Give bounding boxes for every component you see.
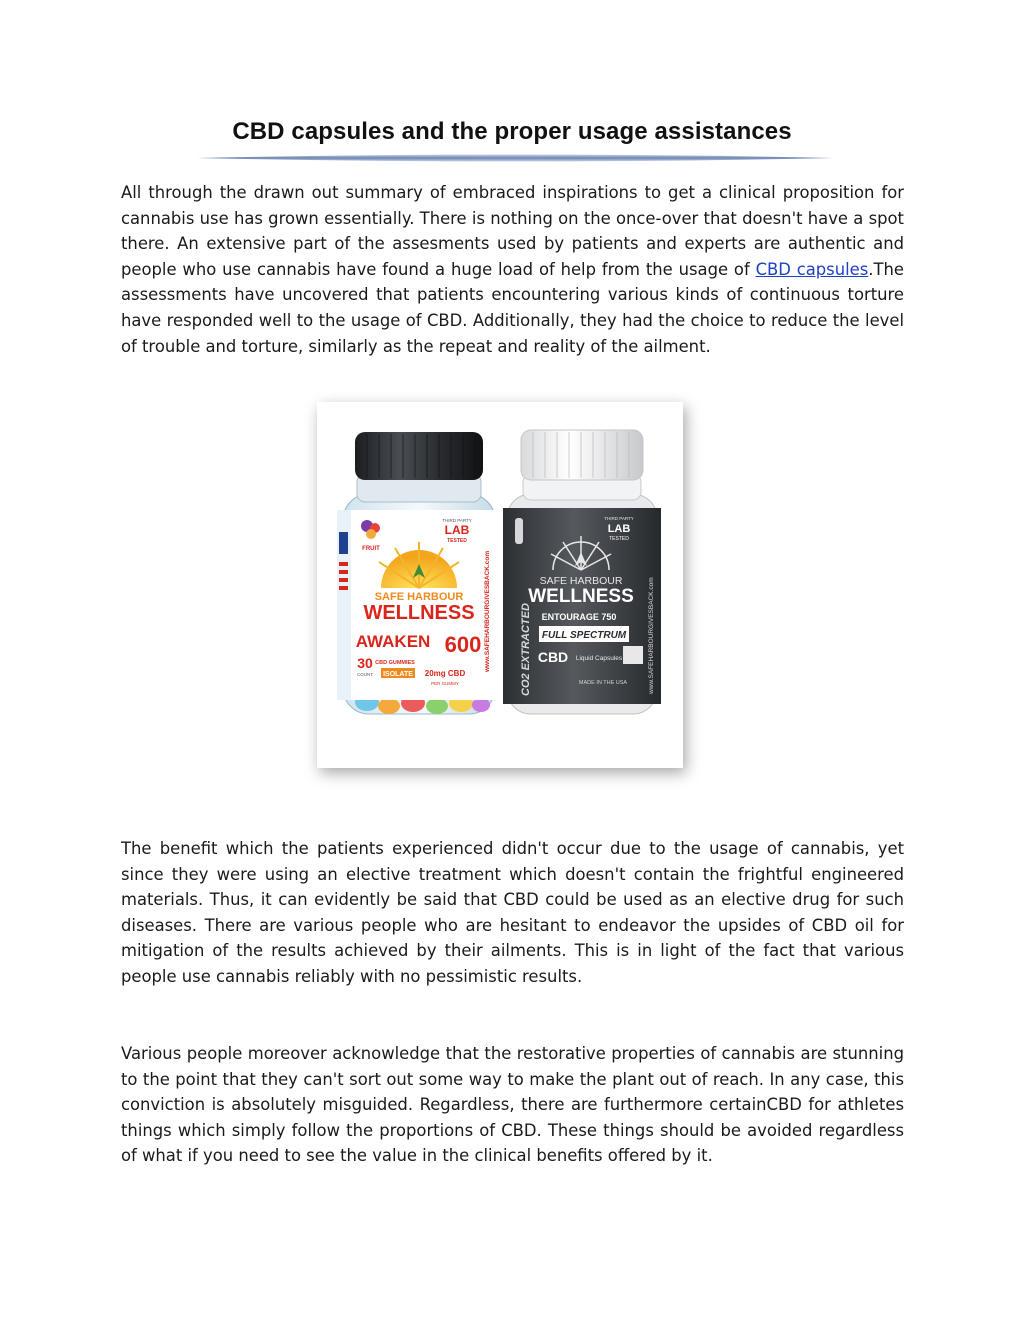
left-per-gummy-sub: PER GUMMY: [431, 681, 459, 686]
right-entourage: ENTOURAGE 750: [541, 612, 617, 622]
svg-text:LAB: LAB: [607, 523, 631, 535]
fruit-label: FRUIT: [362, 546, 380, 552]
left-count-label: CBD GUMMIES: [375, 660, 415, 666]
right-side-url: www.SAFEHARBOURGIVESBACK.com: [648, 577, 655, 694]
left-bottle: [337, 432, 501, 714]
right-brand-main: WELLNESS: [528, 586, 634, 607]
svg-text:TESTED: TESTED: [447, 538, 467, 544]
cbd-capsules-link[interactable]: CBD capsules: [755, 259, 869, 279]
left-brand-top: SAFE HARBOUR: [374, 591, 464, 603]
paragraph-intro: [121, 180, 904, 359]
right-bottle: [503, 430, 661, 714]
right-full-spectrum: FULL SPECTRUM: [541, 630, 627, 641]
right-brand-top: SAFE HARBOUR: [539, 575, 623, 587]
left-per-gummy: 20mg CBD: [424, 669, 466, 678]
title-underline: [195, 152, 835, 164]
svg-text:THIRD PARTY: THIRD PARTY: [442, 518, 472, 523]
left-brand-main: WELLNESS: [363, 602, 475, 624]
paragraph-intro-text-before: All through the drawn out summary of embraced inspirations to get a clinical proposition for cannabis use has grown essentially. There is nothing on the once-over that doesn't have a spot there. An extensive part of the assesments used by patients and experts are authentic and people who use cannabis have found a huge load of help from the usage of: [121, 183, 904, 279]
left-count: 30: [357, 655, 373, 671]
product-image: [317, 402, 683, 768]
svg-text:LAB: LAB: [444, 523, 470, 537]
left-side-url: www.SAFEHARBOURGIVESBACK.com: [484, 550, 491, 672]
left-isolate-badge: ISOLATE: [383, 671, 413, 678]
svg-text:TESTED: TESTED: [609, 536, 629, 542]
paragraph-properties: Various people moreover acknowledge that the restorative properties of cannabis are stunning to the point that they can't sort out some way to make the plant out of reach. In any case, this conviction is absolutely misguided. Regardless, there are furthermore certainCBD for athletes things which simply follow the proportions of CBD. These things should be avoided regardless of what if you need to see the value in the clinical benefits offered by it.: [121, 1044, 904, 1166]
left-strength: 600: [444, 632, 482, 657]
left-product-name: AWAKEN: [355, 632, 431, 651]
svg-text:THIRD PARTY: THIRD PARTY: [604, 516, 634, 521]
right-made-in: MADE IN THE USA: [578, 680, 628, 686]
right-side-co2: CO2 EXTRACTED: [520, 603, 532, 696]
paragraph-benefits: The benefit which the patients experienced didn't occur due to the usage of cannabis, yet since they were using an elective treatment which doesn't contain the frightful engineered materials. Thus, it can evidently be said that CBD could be used as an elective drug for such diseases. There are various people who are hesitant to endeavor the upsides of CBD oil for mitigation of the results achieved by their ailments. This is in light of the fact that various people use cannabis reliably with no pessimistic results.: [121, 839, 904, 986]
page-title: CBD capsules and the proper usage assistances: [232, 118, 792, 145]
paragraph-intro-text-after: .The assessments have uncovered that patients encountering various kinds of continuous torture have responded well to the usage of CBD. Additionally, they had the choice to reduce the level of trouble and torture, similarly as the repeat and reality of the ailment.: [121, 259, 904, 356]
right-capsules: Liquid Capsules: [575, 655, 623, 662]
product-bottles-illustration: [317, 402, 683, 768]
left-count-sub: COUNT: [357, 672, 373, 677]
right-cbd: CBD: [537, 649, 569, 665]
